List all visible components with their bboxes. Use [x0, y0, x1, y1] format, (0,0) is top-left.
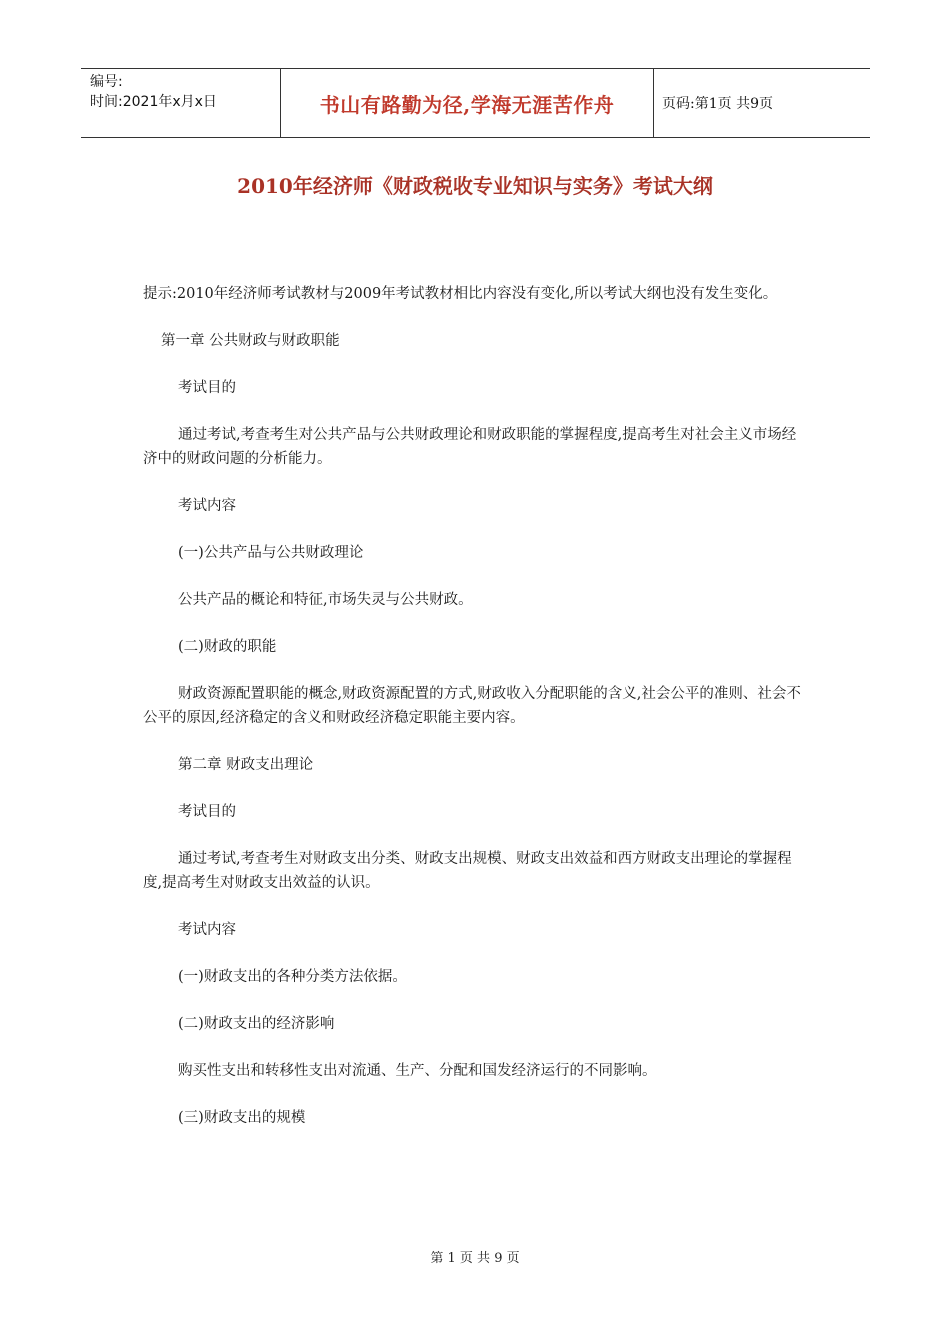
paragraph: 通过考试,考查考生对公共产品与公共财政理论和财政职能的掌握程度,提高考生对社会主义市场经济中的财政问题的分析能力。	[143, 427, 797, 467]
document-number: 编号:	[90, 74, 123, 90]
document-body	[143, 282, 809, 1153]
paragraph: 公共产品的概论和特征,市场失灵与公共财政。	[178, 592, 473, 608]
paragraph-tip: 提示:2010年经济师考试教材与2009年考试教材相比内容没有变化,所以考试大纲也没有发生变化。	[143, 286, 778, 302]
paragraph: 通过考试,考查考生对财政支出分类、财政支出规模、财政支出效益和西方财政支出理论的掌握程度,提高考生对财政支出效益的认识。	[143, 851, 792, 891]
header-motto: 书山有路勤为径,学海无涯苦作舟	[281, 69, 654, 137]
paragraph: 购买性支出和转移性支出对流通、生产、分配和国发经济运行的不同影响。	[178, 1063, 657, 1079]
document-title: 2010年经济师《财政税收专业知识与实务》考试大纲	[237, 174, 713, 198]
section-heading: 考试目的	[178, 380, 236, 396]
chapter-heading: 第二章 财政支出理论	[178, 757, 314, 773]
list-item: (三)财政支出的规模	[178, 1110, 306, 1126]
list-item: (一)财政支出的各种分类方法依据。	[178, 969, 407, 985]
chapter-heading: 第一章 公共财政与财政职能	[161, 333, 340, 349]
header-page-info: 页码:第1页 共9页	[662, 96, 773, 112]
page-footer: 第 1 页 共 9 页	[430, 1251, 520, 1266]
section-heading: 考试目的	[178, 804, 236, 820]
list-item: (一)公共产品与公共财政理论	[178, 545, 364, 561]
section-heading: 考试内容	[178, 922, 236, 938]
paragraph: 财政资源配置职能的概念,财政资源配置的方式,财政收入分配职能的含义,社会公平的准则、社会不公平的原因,经济稳定的含义和财政经济稳定职能主要内容。	[143, 686, 801, 726]
list-item: (二)财政支出的经济影响	[178, 1016, 335, 1032]
header-meta	[81, 69, 281, 137]
section-heading: 考试内容	[178, 498, 236, 514]
list-item: (二)财政的职能	[178, 639, 277, 655]
page-header	[81, 68, 870, 138]
document-time: 时间:2021年x月x日	[90, 94, 217, 110]
